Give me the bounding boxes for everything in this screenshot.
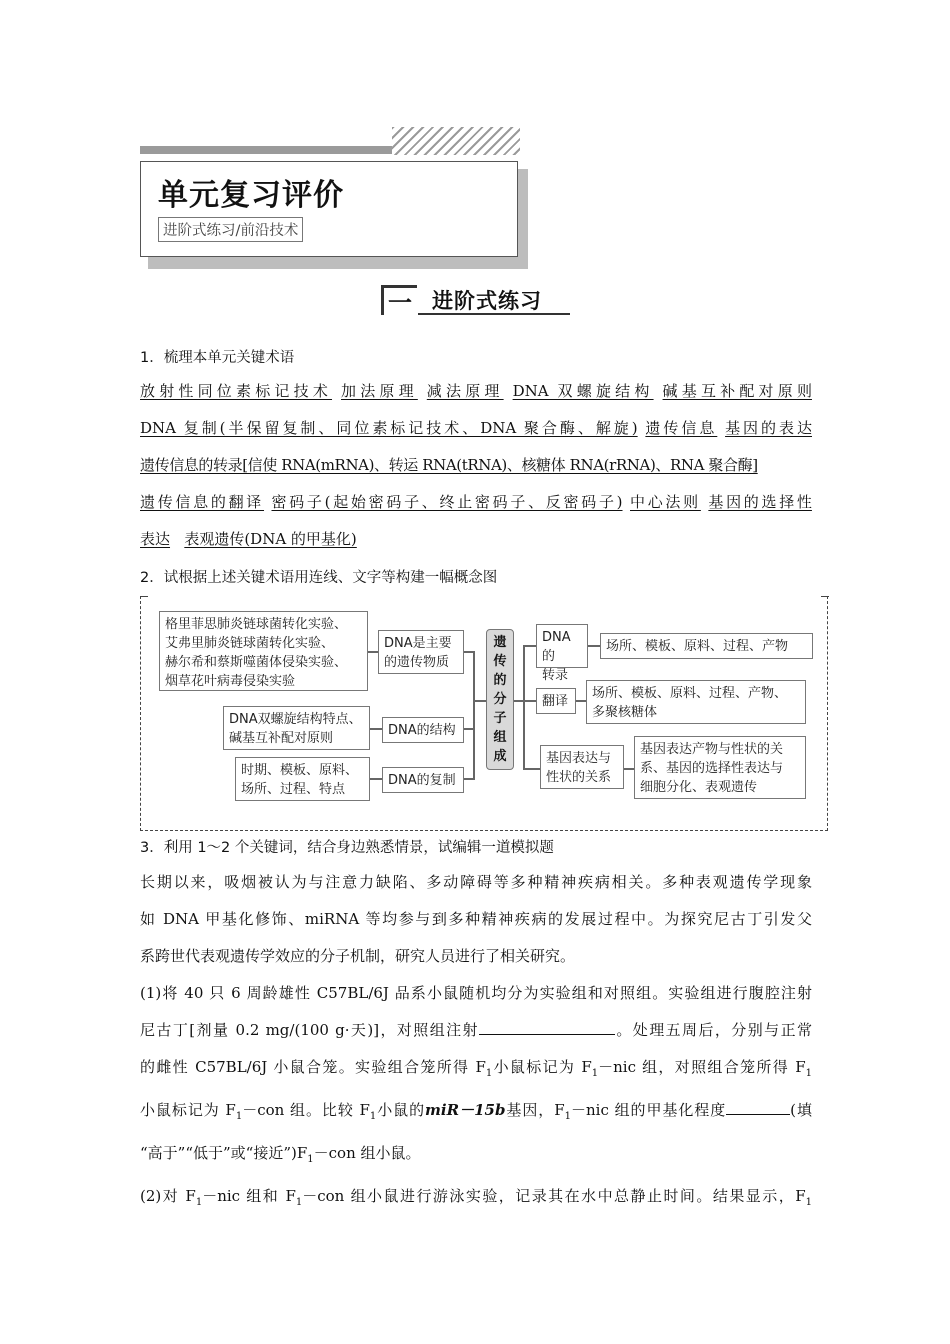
expression-trait-box <box>540 745 624 789</box>
connector <box>473 651 475 780</box>
terms-line-3 <box>140 447 812 484</box>
box-line: 多聚核糖体 <box>592 705 658 720</box>
box-line: 基因表达与 <box>546 751 612 766</box>
answer-blank[interactable] <box>479 1020 615 1035</box>
q3-p1-line-1: (1)将 40 只 6 周龄雄性 C57BL/6J 品系小鼠随机均分为实验组和对照组。实验组进行腹腔注射 <box>140 984 812 1002</box>
text-run: (填 <box>790 1101 812 1119</box>
text-run: 尼古丁[剂量 0.2 mg/(100 g·天)]，对照组注射 <box>140 1021 479 1039</box>
text-run: －con 组小鼠进行游泳实验，记录其在水中总静止时间。结果显示，F <box>302 1187 806 1205</box>
box-line: 烟草花叶病毒侵染实验 <box>165 674 296 689</box>
connector <box>368 651 378 653</box>
box-line: DNA双螺旋结构特点、 <box>229 712 362 727</box>
center-concept-label: 遗传的分子组成 <box>493 635 507 764</box>
text-run: 基因，F <box>505 1101 565 1119</box>
text-run: (2)对 F <box>140 1187 196 1205</box>
term: 表达 <box>140 530 171 548</box>
text-run: 小鼠标记为 F <box>492 1058 592 1076</box>
term: 减法原理 <box>426 382 504 400</box>
text-run: 小鼠的 <box>376 1101 426 1119</box>
q3-intro-line: 系跨世代表观遗传学效应的分子机制，研究人员进行了相关研究。 <box>140 947 576 965</box>
subscript: 1 <box>591 1068 599 1079</box>
text-run: 小鼠标记为 F <box>140 1101 236 1119</box>
box-line: 转录 <box>542 668 569 683</box>
dna-replication-box: DNA的复制 <box>382 767 464 793</box>
connector <box>588 645 600 647</box>
text-run: “高于”“低于”或“接近”)F <box>140 1144 308 1162</box>
term: 遗传信息的翻译 <box>140 493 265 511</box>
gene-name: miR－15b <box>425 1101 506 1119</box>
terms-line-2 <box>140 410 812 447</box>
term: 遗传信息的转录[信使 RNA(mRNA)、转运 RNA(tRNA)、核糖体 RNA(rRNA)、RNA 聚合酶] <box>140 456 758 474</box>
connector <box>473 700 487 702</box>
q3-p1-line-5 <box>140 1135 812 1178</box>
box-line: 场所、过程、特点 <box>241 782 346 797</box>
subscript: 1 <box>805 1068 812 1079</box>
subscript: 1 <box>195 1197 203 1208</box>
box-line: 系、基因的选择性表达与 <box>640 761 784 776</box>
subscript: 1 <box>805 1197 812 1208</box>
section-title: 进阶式练习 <box>432 289 542 313</box>
subscript: 1 <box>235 1111 243 1122</box>
connector <box>624 768 634 770</box>
box-line: 基因表达产物与性状的关 <box>640 742 784 757</box>
box-line: DNA的 <box>542 630 571 664</box>
terms-line-1 <box>140 373 812 410</box>
translation-box: 翻译 <box>536 688 576 714</box>
expression-detail-box <box>634 736 806 799</box>
transcription-box <box>536 624 588 683</box>
structure-features-box <box>223 706 370 750</box>
replication-features-box <box>235 757 370 801</box>
box-line: 细胞分化、表观遗传 <box>640 780 758 795</box>
transcription-detail-box: 场所、模板、原料、过程、产物 <box>600 633 813 659</box>
q3-p1-line-3 <box>140 1049 812 1092</box>
text-run: －nic 组的甲基化程度 <box>571 1101 727 1119</box>
term: 放射性同位素标记技术 <box>140 382 333 400</box>
connector <box>523 645 536 647</box>
subscript: 1 <box>564 1111 571 1122</box>
term: 基因的表达 <box>725 419 812 437</box>
terms-line-5 <box>140 521 812 558</box>
text-run: －nic 组和 F <box>202 1187 296 1205</box>
term: DNA 复制(半保留复制、同位素标记技术、DNA 聚合酶、解旋) <box>140 419 638 437</box>
q3-body <box>140 864 812 1221</box>
text-run: 的雌性 C57BL/6J 小鼠合笼。实验组合笼所得 F <box>140 1058 486 1076</box>
box-line: 格里菲思肺炎链球菌转化实验、 <box>165 617 348 632</box>
connector <box>523 768 540 770</box>
q3-p1-line-4 <box>140 1092 812 1135</box>
box-line: 艾弗里肺炎链球菌转化实验、 <box>165 636 335 651</box>
q3-p1-line-2 <box>140 1012 812 1049</box>
term: DNA 双螺旋结构 <box>512 382 654 400</box>
translation-detail-box <box>586 680 806 724</box>
terms-line-4 <box>140 484 812 521</box>
connector <box>523 700 536 702</box>
box-line: 赫尔希和蔡斯噬菌体侵染实验、 <box>165 655 348 670</box>
dna-structure-box: DNA的结构 <box>382 717 464 743</box>
text-run: －nic 组，对照组合笼所得 F <box>598 1058 806 1076</box>
q1-terms <box>140 373 812 558</box>
box-line: 的遗传物质 <box>384 655 450 670</box>
section-number: 一 <box>388 289 412 317</box>
unit-title: 单元复习评价 <box>158 178 344 213</box>
term: 密码子(起始密码子、终止密码子、反密码子) <box>271 493 623 511</box>
box-line: 性状的关系 <box>546 770 612 785</box>
q3-intro-line: 如 DNA 甲基化修饰、miRNA 等均参与到多种精神疾病的发展过程中。为探究尼古丁引发父 <box>140 910 812 928</box>
banner-stripes-decoration <box>392 127 520 155</box>
experiments-box <box>159 611 368 691</box>
connector <box>576 700 586 702</box>
dna-main-genetic-material-box <box>378 630 464 674</box>
term: 基因的选择性 <box>708 493 812 511</box>
term: 遗传信息 <box>645 419 718 437</box>
term: 中心法则 <box>630 493 701 511</box>
center-concept-box <box>486 629 514 770</box>
unit-subtitle: 进阶式练习/前沿技术 <box>158 217 303 242</box>
term: 碱基互补配对原则 <box>662 382 812 400</box>
text-run: －con 组小鼠。 <box>313 1144 421 1162</box>
box-line: 场所、模板、原料、过程、产物、 <box>592 686 788 701</box>
q2-heading: 2．试根据上述关键术语用连线、文字等构建一幅概念图 <box>140 570 498 586</box>
subscript: 1 <box>295 1197 303 1208</box>
answer-blank[interactable] <box>726 1100 790 1115</box>
box-line: 碱基互补配对原则 <box>229 731 334 746</box>
subscript: 1 <box>485 1068 493 1079</box>
connector <box>370 778 382 780</box>
subscript: 1 <box>369 1111 377 1122</box>
term: 表观遗传(DNA 的甲基化) <box>184 530 357 548</box>
term: 加法原理 <box>341 382 418 400</box>
box-line: 时期、模板、原料、 <box>241 763 359 778</box>
q1-heading: 1．梳理本单元关键术语 <box>140 350 295 366</box>
connector <box>370 728 382 730</box>
section-rule <box>418 313 570 315</box>
text-run: 。处理五周后，分别与正常 <box>614 1021 812 1039</box>
q3-p2-line-1 <box>140 1178 812 1221</box>
box-line: DNA是主要 <box>384 636 452 651</box>
connector <box>523 645 525 769</box>
q3-heading: 3．利用 1～2 个关键词，结合身边熟悉情景，试编辑一道模拟题 <box>140 840 554 856</box>
subscript: 1 <box>307 1154 314 1165</box>
text-run: －con 组。比较 F <box>242 1101 370 1119</box>
q3-intro-line: 长期以来，吸烟被认为与注意力缺陷、多动障碍等多种精神疾病相关。多种表观遗传学现象 <box>140 873 812 891</box>
banner-bar-decoration <box>140 146 392 154</box>
